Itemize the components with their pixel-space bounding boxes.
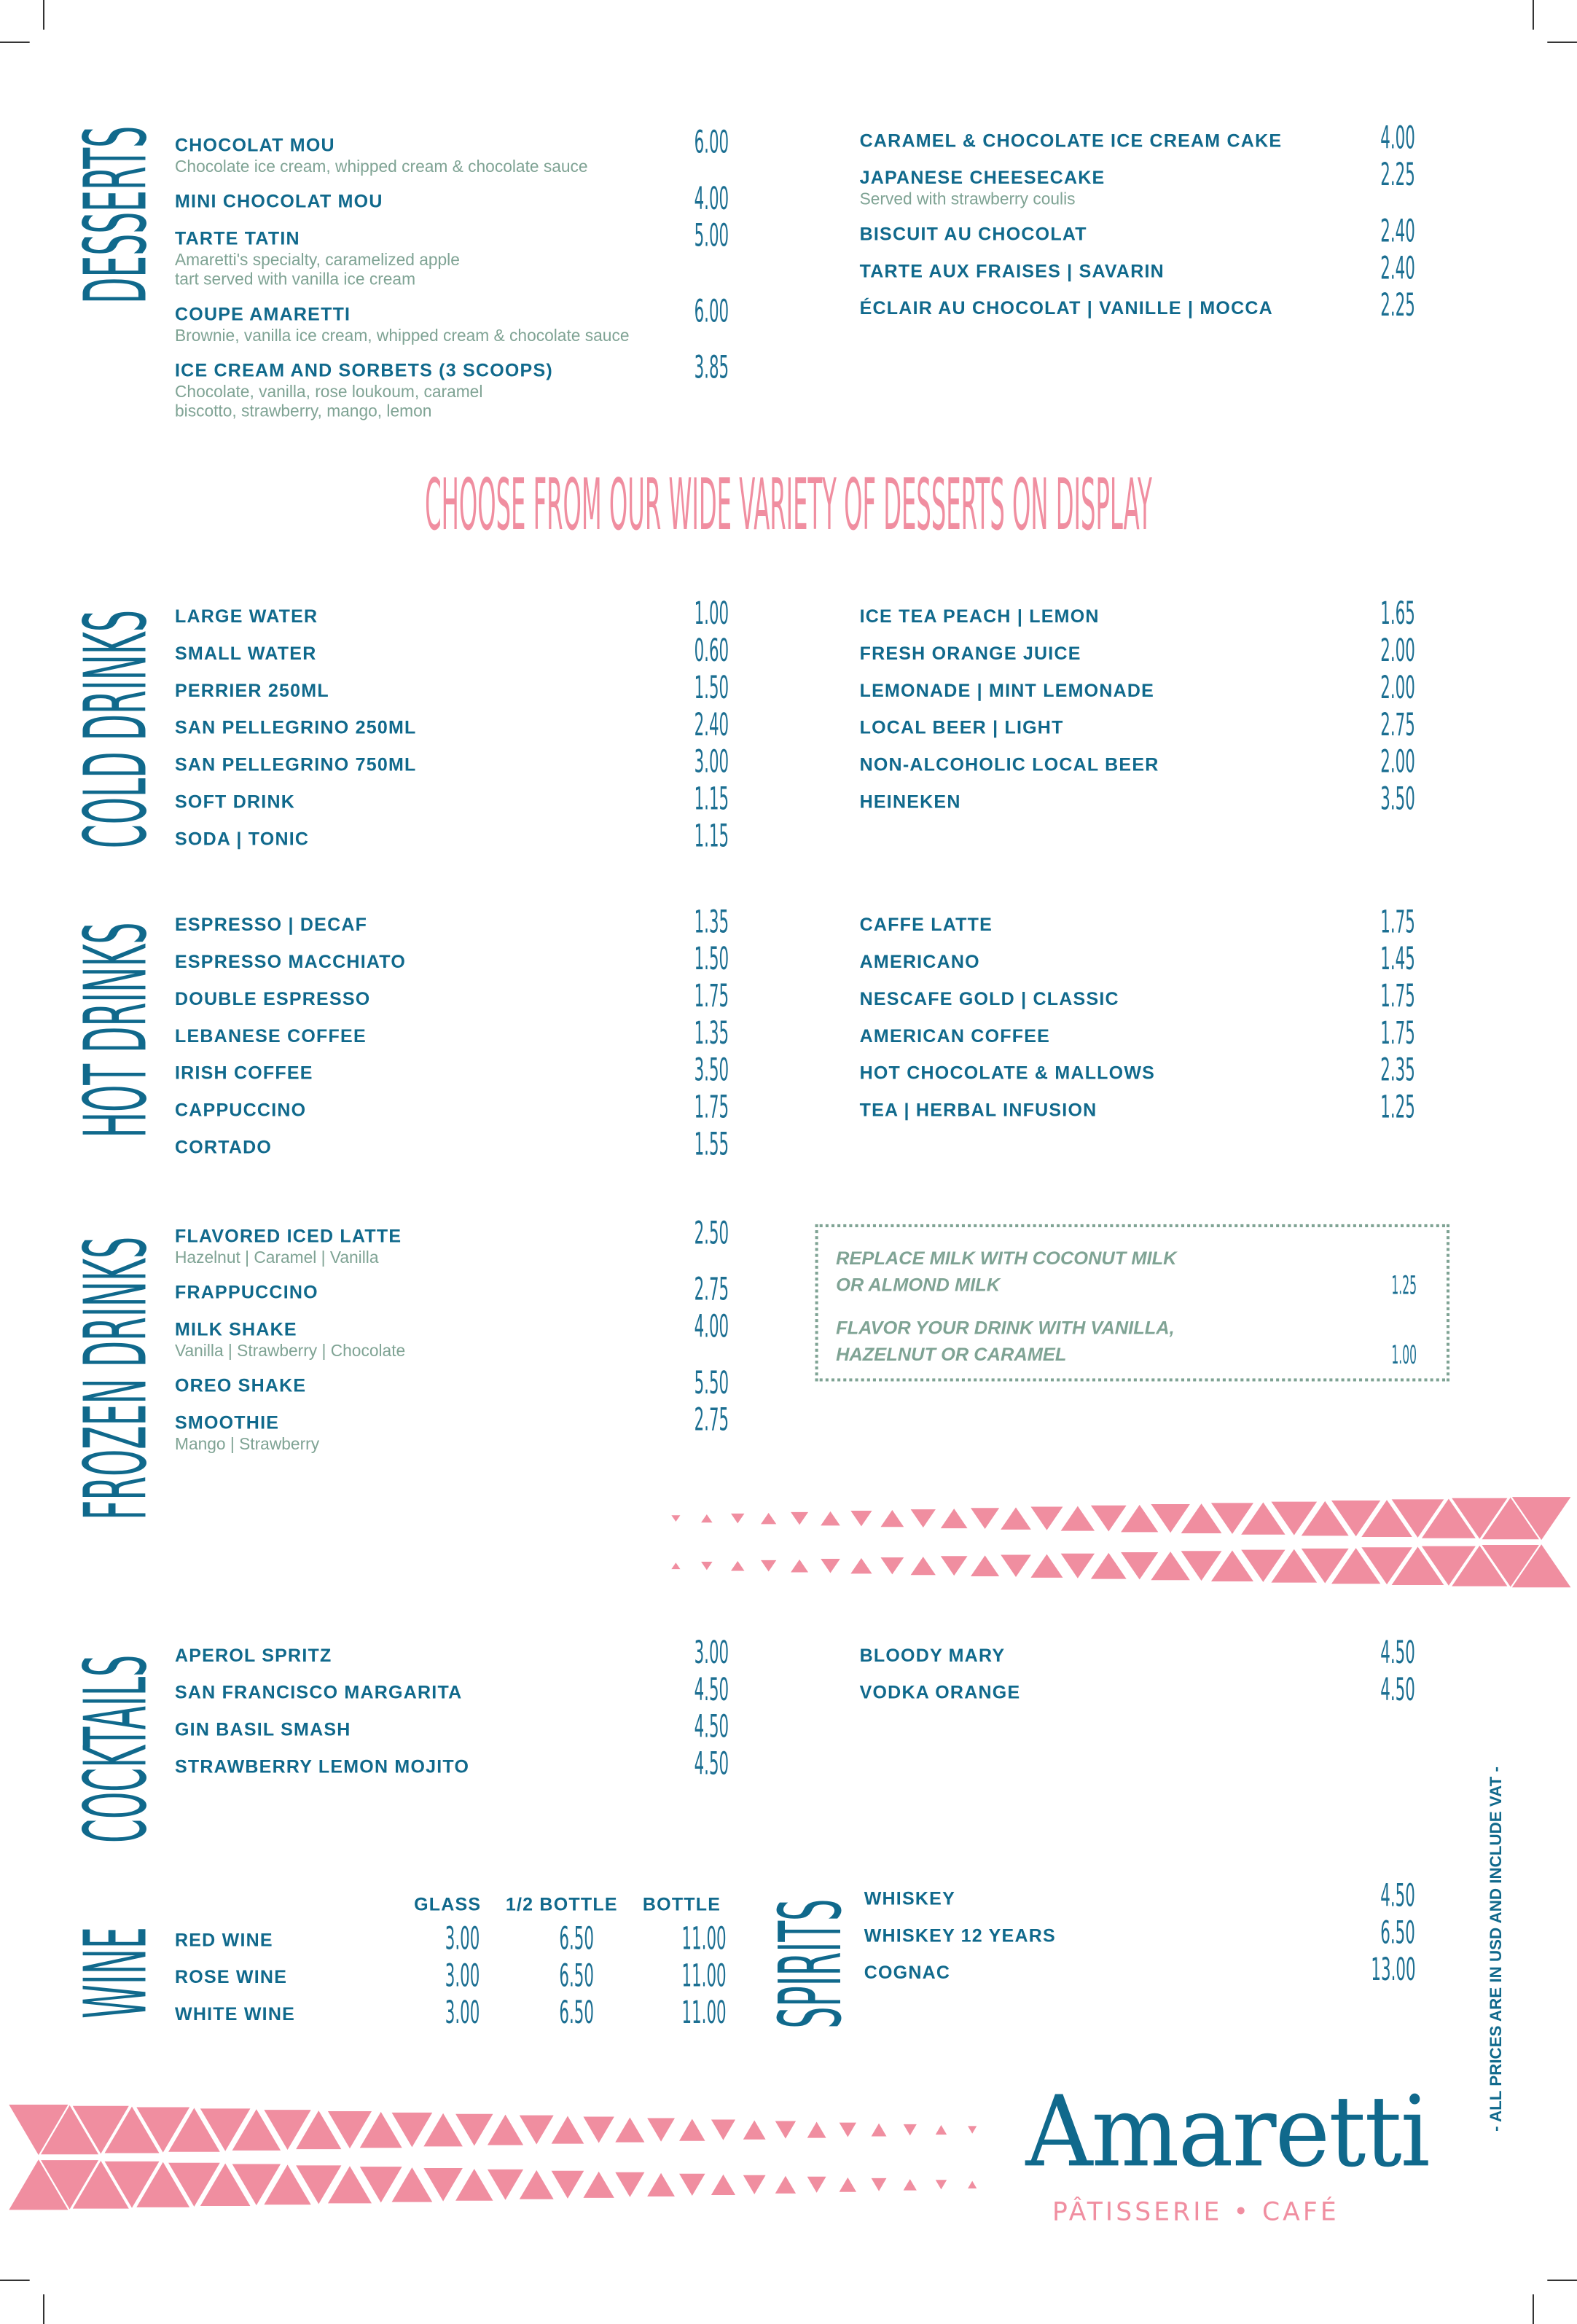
triangle [701,1562,713,1570]
item-price: 2.40 [1380,213,1416,249]
item-price: 4.00 [1380,120,1416,156]
item-price: 1.75 [694,1089,729,1125]
wine-header-glass: GLASS [414,1894,482,1915]
item-name: GIN BASIL SMASH [174,1719,351,1740]
item-price: 1.75 [1380,1015,1416,1051]
item-price: 1.35 [694,904,729,940]
triangle [840,2123,856,2137]
item-name: STRAWBERRY LEMON MOJITO [174,1756,470,1777]
triangle [971,1555,999,1576]
item-price: 6.00 [694,124,729,160]
item-price: 2.25 [1380,287,1416,324]
item-price: 2.75 [1380,707,1416,743]
wine-price: 6.50 [559,1957,594,1994]
extra-text: FLAVOR YOUR DRINK WITH VANILLA, HAZELNUT OR CARAMEL [836,1318,1175,1366]
item-price: 1.15 [694,818,729,854]
triangle [743,2175,766,2194]
item-price: 3.00 [694,743,729,780]
triangle [455,2114,493,2146]
item-name: BLOODY MARY [859,1645,1006,1666]
brand-logo: Amaretti [1025,2075,1429,2189]
triangle [671,1515,680,1522]
triangle [731,1514,744,1524]
triangle [1030,1554,1063,1578]
item-price: 5.50 [694,1365,729,1401]
triangle [880,1557,904,1574]
item-price: 1.15 [694,780,729,817]
section-title-frozen-drinks: FROZEN DRINKS [65,1237,166,1520]
triangle [1151,1504,1189,1533]
triangle [731,1561,744,1571]
item-description: Amaretti's specialty, caramelized apple tart served with vanilla ice cream [174,251,460,289]
item-name: SAN PELLEGRINO 750ML [174,754,417,775]
item-name: FLAVORED ICED LATTE [174,1225,402,1247]
item-name: ICE CREAM AND SORBETS (3 SCOOPS) [174,360,553,381]
item-name: PERRIER 250ML [174,680,329,701]
item-price: 4.50 [694,1708,729,1745]
section-title-desserts: DESSERTS [65,125,166,304]
triangle [807,2122,826,2138]
triangle [1001,1507,1031,1529]
item-price: 4.50 [1380,1635,1416,1671]
triangle [647,2173,675,2196]
triangle [941,1509,968,1528]
item-price: 6.00 [694,293,729,329]
item-name: TARTE AUX FRAISES | SAVARIN [859,260,1165,282]
item-price: 1.65 [1380,595,1416,632]
item-description: Hazelnut | Caramel | Vanilla [174,1249,379,1267]
item-price: 4.50 [1380,1672,1416,1707]
item-name: HEINEKEN [859,791,961,813]
item-price: 2.40 [1380,250,1416,286]
item-name: SMALL WATER [174,643,317,665]
item-price: 1.50 [694,941,729,977]
triangle [615,2117,644,2142]
item-price: 4.50 [694,1745,729,1782]
item-name: WHISKEY 12 YEARS [864,1925,1056,1947]
triangle [821,1511,840,1525]
item-price: 1.00 [694,595,729,632]
item-price: 1.50 [694,670,729,706]
triangle [936,2180,947,2189]
triangle [455,2169,493,2201]
wine-price: 3.00 [445,1920,480,1957]
item-price: 1.35 [694,1015,729,1051]
section-title-spirits: SPIRITS [760,1898,861,2029]
section-title-wine: WINE [65,1927,166,2019]
item-name: IRISH COFFEE [174,1063,313,1084]
item-name: LOCAL BEER | LIGHT [859,717,1064,738]
triangle [679,2118,705,2140]
brand-tagline: PÂTISSERIE • CAFÉ [1052,2198,1339,2228]
triangle [583,2117,614,2143]
item-price: 1.75 [1380,978,1416,1014]
triangle [936,2125,947,2135]
triangle [1091,1506,1127,1532]
item-price: 1.45 [1380,941,1416,977]
item-name: CHOCOLAT MOU [174,135,335,156]
item-description: Brownie, vanilla ice cream, whipped cream & chocolate sauce [174,327,630,345]
section-title-cold-drinks: COLD DRINKS [65,610,166,849]
triangle [711,2175,735,2195]
item-price: 2.00 [1380,633,1416,669]
item-price: 2.35 [1380,1052,1416,1088]
item-price: 13.00 [1371,1952,1416,1988]
wine-header-half-bottle: 1/2 BOTTLE [505,1894,618,1915]
item-name: AMERICAN COFFEE [859,1025,1051,1046]
item-price: 3.00 [694,1635,729,1671]
triangle [552,2171,584,2199]
triangle [552,2116,584,2144]
item-price: 5.00 [694,217,729,254]
item-description: Chocolate ice cream, whipped cream & chocolate sauce [174,158,588,177]
triangle [840,2178,856,2192]
item-price: 2.75 [694,1401,729,1438]
triangle [671,1562,680,1569]
item-price: 2.00 [1380,743,1416,780]
item-name: NESCAFE GOLD | CLASSIC [859,988,1119,1010]
triangle [850,1558,872,1573]
item-name: CORTADO [174,1136,273,1158]
item-name: CARAMEL & CHOCOLATE ICE CREAM CAKE [859,130,1283,152]
item-price: 3.50 [694,1052,729,1088]
item-name: DOUBLE ESPRESSO [174,988,371,1010]
item-price: 2.75 [694,1272,729,1307]
item-name: WHISKEY [864,1888,955,1909]
triangle [1061,1506,1095,1531]
item-name: COGNAC [864,1962,951,1984]
triangle [821,1559,840,1573]
item-name: LEMONADE | MINT LEMONADE [859,680,1155,701]
item-description: Served with strawberry coulis [859,191,1076,209]
wine-name: RED WINE [174,1930,273,1951]
desserts-display-banner: CHOOSE FROM OUR WIDE VARIETY OF DESSERTS ON DISPLAY [425,463,1152,547]
item-name: CAPPUCCINO [174,1100,307,1121]
item-price: 3.85 [694,349,729,386]
triangle [423,2168,463,2202]
triangle [775,2121,796,2138]
item-description: Chocolate, vanilla, rose loukoum, caramel biscotto, strawberry, mango, lemon [174,383,483,421]
item-name: ÉCLAIR AU CHOCOLAT | VANILLE | MOCCA [859,297,1273,319]
triangle [488,2115,523,2145]
wine-price: 6.50 [559,1920,594,1957]
triangle [904,2179,917,2191]
item-name: FRESH ORANGE JUICE [859,643,1081,665]
triangle [872,2178,887,2191]
triangle [1121,1505,1158,1532]
triangle [911,1509,936,1527]
triangle [904,2124,917,2136]
triangle [1001,1554,1031,1576]
triangle [647,2118,675,2141]
triangle [1030,1507,1063,1530]
item-name: TEA | HERBAL INFUSION [859,1100,1097,1121]
triangle [807,2177,826,2193]
extra-text: REPLACE MILK WITH COCONUT MILK OR ALMOND MILK [836,1248,1177,1296]
vat-note: - ALL PRICES ARE IN USD AND INCLUDE VAT - [1487,1767,1506,2132]
triangle [880,1510,904,1527]
item-price: 1.55 [694,1126,729,1162]
item-price: 2.00 [1380,670,1416,706]
item-name: ESPRESSO MACCHIATO [174,951,407,973]
item-name: BISCUIT AU CHOCOLAT [859,224,1087,245]
item-name: SAN PELLEGRINO 250ML [174,717,417,738]
triangle [1061,1554,1095,1578]
triangle [1091,1553,1127,1579]
item-price: 4.00 [694,181,729,216]
item-name: VODKA ORANGE [859,1682,1021,1703]
triangle [761,1560,776,1572]
item-name: JAPANESE CHEESECAKE [859,167,1106,189]
triangle [872,2124,887,2137]
item-name: APEROL SPRITZ [174,1645,332,1666]
triangle [711,2119,735,2140]
triangle [850,1511,872,1526]
triangle [761,1513,776,1525]
item-name: AMERICANO [859,951,980,973]
triangle [1121,1552,1158,1579]
item-name: SOFT DRINK [174,791,296,813]
triangle [679,2174,705,2196]
triangle [423,2113,463,2147]
triangle [911,1557,936,1575]
item-price: 6.50 [1380,1914,1416,1951]
triangle [488,2170,523,2200]
item-price: 1.25 [1380,1089,1416,1125]
triangle [791,1560,808,1573]
extra-price: 1.25 [1391,1272,1417,1302]
triangle [583,2172,614,2198]
triangle [701,1514,713,1522]
item-price: 4.00 [694,1308,729,1345]
item-name: OREO SHAKE [174,1375,307,1396]
triangle [520,2116,554,2145]
item-name: MINI CHOCOLAT MOU [174,191,383,212]
item-name: HOT CHOCOLATE & MALLOWS [859,1063,1156,1084]
item-price: 2.40 [694,707,729,743]
triangle [971,1508,999,1529]
item-price: 1.75 [1380,904,1416,940]
item-name: COUPE AMARETTI [174,303,351,325]
item-name: SODA | TONIC [174,828,310,850]
item-price: 4.50 [1380,1877,1416,1914]
wine-price: 11.00 [681,1957,727,1994]
item-price: 0.60 [694,633,729,669]
triangle [743,2120,766,2139]
triangle [1151,1552,1189,1580]
item-description: Vanilla | Strawberry | Chocolate [174,1342,406,1361]
item-name: LARGE WATER [174,606,318,627]
section-title-cocktails: COCKTAILS [65,1654,166,1843]
item-name: NON-ALCOHOLIC LOCAL BEER [859,754,1159,775]
item-name: ESPRESSO | DECAF [174,914,368,936]
wine-price: 3.00 [445,1995,480,2031]
item-name: FRAPPUCCINO [174,1282,318,1303]
wine-price: 11.00 [681,1920,727,1957]
triangle [615,2172,644,2197]
triangle [941,1556,968,1576]
wine-price: 3.00 [445,1957,480,1994]
item-price: 2.50 [694,1215,729,1251]
triangle [791,1512,808,1525]
wine-name: WHITE WINE [174,2003,296,2025]
item-name: MILK SHAKE [174,1319,297,1340]
item-name: SMOOTHIE [174,1412,280,1433]
item-name: ICE TEA PEACH | LEMON [859,606,1100,627]
triangle [968,2126,977,2133]
wine-price: 6.50 [559,1995,594,2031]
item-name: LEBANESE COFFEE [174,1025,367,1046]
item-description: Mango | Strawberry [174,1436,320,1455]
extra-price: 1.00 [1391,1341,1417,1372]
item-name: CAFFE LATTE [859,914,993,936]
item-name: TARTE TATIN [174,228,300,249]
triangle [968,2181,977,2188]
wine-name: ROSE WINE [174,1966,288,1988]
wine-price: 11.00 [681,1995,727,2031]
item-price: 3.50 [1380,780,1416,817]
item-price: 1.75 [694,978,729,1014]
item-price: 4.50 [694,1672,729,1707]
section-title-hot-drinks: HOT DRINKS [65,922,166,1138]
triangle [775,2176,796,2194]
item-name: SAN FRANCISCO MARGARITA [174,1682,463,1703]
item-price: 2.25 [1380,157,1416,193]
triangle [520,2170,554,2199]
wine-header-bottle: BOTTLE [642,1894,721,1915]
